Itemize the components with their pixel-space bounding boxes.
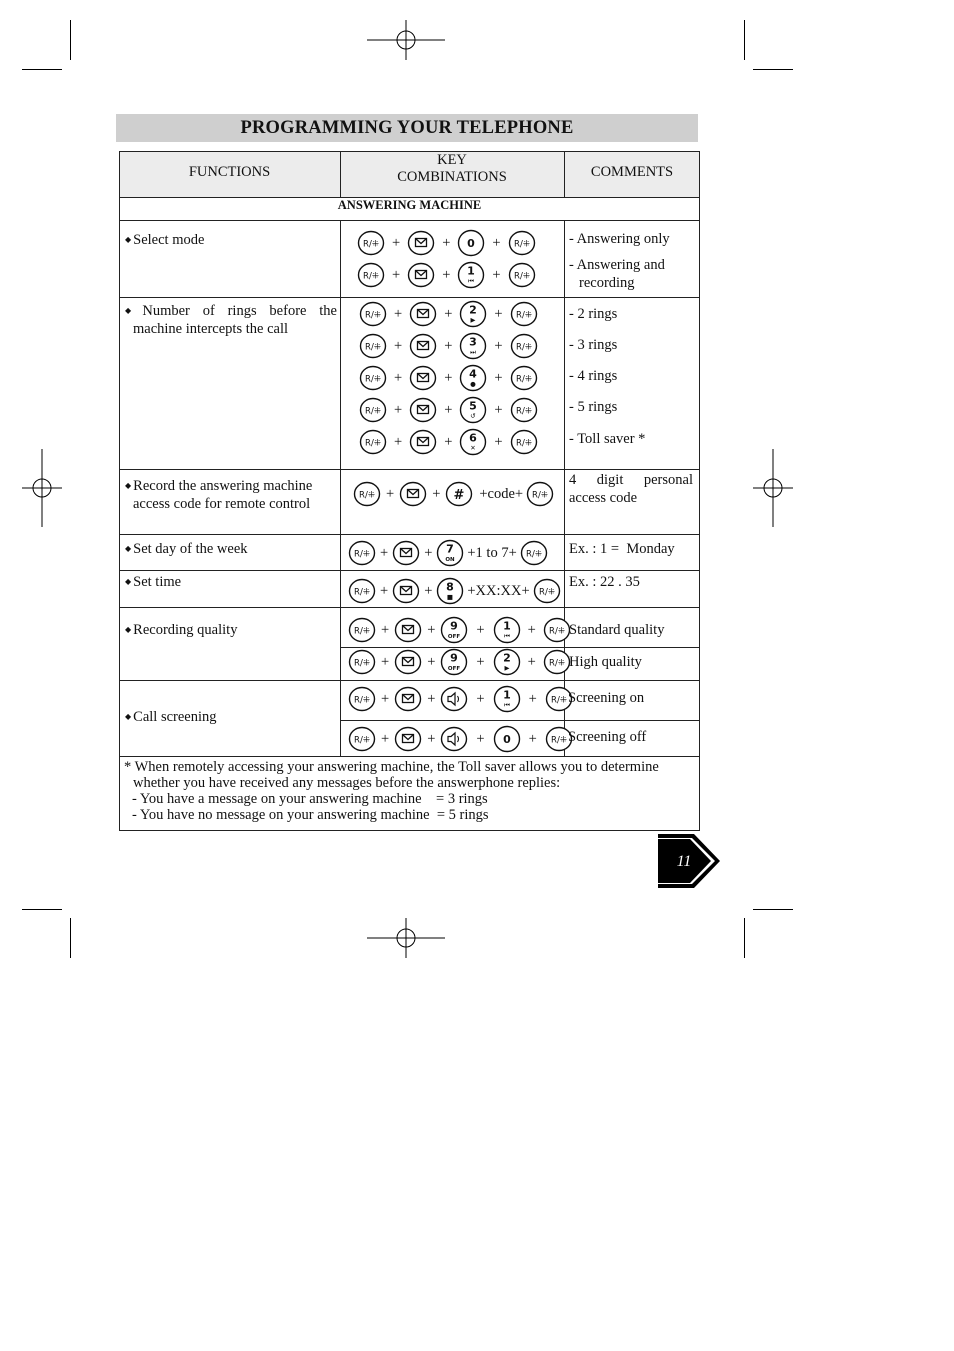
recall-key-icon [348,577,376,605]
svg-text:⏮: ⏮ [503,632,510,640]
recall-key-icon [543,648,571,676]
function-call-screening: ◆ Call screening [125,709,217,725]
digit-1-key-icon [457,261,485,289]
digit-3-key-icon [459,332,487,360]
recall-key-icon [510,396,538,424]
recall-key-icon [359,396,387,424]
svg-text:R/⁜: R/⁜ [515,342,532,353]
registration-mark-icon [753,449,793,527]
recall-key-icon [348,539,376,567]
crop-mark [70,918,71,958]
message-key-icon [409,396,437,424]
digit-5-key-icon [459,396,487,424]
svg-text:R/⁜: R/⁜ [365,310,381,321]
recall-key-icon [359,364,387,392]
digit-2-key-icon [493,648,521,676]
registration-mark-icon [367,20,445,60]
svg-text:R/⁜: R/⁜ [359,490,375,501]
digit-0-key-icon [457,229,485,257]
key-combo-4-rings: R/⁜ + + 4 ● + R/⁜ [359,364,538,392]
speaker-key-icon [440,725,468,753]
key-combo-set-day: R/⁜ + + 7 ON +1 to 7+ R/⁜ [348,539,548,567]
svg-text:1: 1 [467,264,476,278]
header-functions: FUNCTIONS [188,164,271,180]
recall-key-icon [533,577,561,605]
key-combo-toll-saver: R/⁜ + + 6 ✕ + R/⁜ [359,428,538,456]
crop-mark [744,20,745,60]
svg-text:1: 1 [502,619,511,633]
svg-text:R/⁜: R/⁜ [365,374,381,385]
svg-text:R/⁜: R/⁜ [515,374,532,385]
function-access-code: ◆ Record the answering machine access code for remote control [125,478,313,512]
svg-text:0: 0 [502,733,511,746]
svg-text:0: 0 [467,237,476,250]
digit-6-key-icon [459,428,487,456]
recall-key-icon [510,428,538,456]
svg-text:▶: ▶ [470,316,476,324]
svg-text:R/⁜: R/⁜ [513,239,530,250]
key-combo-3-rings: R/⁜ + + 3 ⏭ + R/⁜ [359,332,538,360]
page-number: 11 [676,853,692,870]
footnote-line: whether you have received any messages before the answerphone replies: [133,775,561,791]
svg-text:R/⁜: R/⁜ [538,587,555,598]
registration-mark-icon [22,449,62,527]
recall-key-icon [359,332,387,360]
comment-recording: recording [579,275,635,291]
svg-text:⏮: ⏮ [468,277,475,285]
digit-4-key-icon [459,364,487,392]
comment-answering-only: - Answering only [569,231,670,247]
function-set-day: ◆ Set day of the week [125,541,248,557]
svg-text:R/⁜: R/⁜ [550,735,567,746]
svg-text:⏭: ⏭ [470,348,477,356]
svg-text:✕: ✕ [470,444,477,452]
page-number-badge [658,834,720,888]
section-title: ANSWERING MACHINE [337,198,482,212]
comment-3-rings: - 3 rings [569,337,618,353]
svg-text:R/⁜: R/⁜ [363,271,379,282]
svg-text:■: ■ [447,593,454,601]
page-title: PROGRAMMING YOUR TELEPHONE [240,117,574,138]
comment-5-rings: - 5 rings [569,399,618,415]
svg-text:●: ● [470,380,477,388]
digit-0-key-icon [493,725,521,753]
comment-screening-off: Screening off [568,729,647,745]
function-select-mode: ◆ Select mode [125,232,205,248]
svg-text:↺: ↺ [470,412,477,420]
message-key-icon [394,685,422,713]
key-combo-standard-quality: R/⁜ + + 9 OFF + 1 ⏮ + R/⁜ [348,616,571,644]
key-combo-answering-only: R/⁜ + + 0 + R/⁜ [357,229,536,257]
svg-text:R/⁜: R/⁜ [354,587,370,598]
digit-7-key-icon [436,539,464,567]
header-key-line: KEY [437,152,467,168]
header-key-combinations [340,152,564,186]
recall-key-icon [520,539,548,567]
svg-text:R/⁜: R/⁜ [515,438,532,449]
svg-text:R/⁜: R/⁜ [354,658,370,669]
svg-text:R/⁜: R/⁜ [363,239,379,250]
registration-mark-icon [367,918,445,958]
svg-text:3: 3 [469,335,478,349]
key-combo-access-code: R/⁜ + + # +code+ R/⁜ [353,480,554,508]
digit-1-key-icon [493,685,521,713]
function-set-time: ◆ Set time [125,574,182,590]
svg-text:R/⁜: R/⁜ [515,310,532,321]
time-format-label: +XX:XX+ [467,582,530,599]
crop-mark [744,918,745,958]
svg-text:OFF: OFF [448,634,461,640]
svg-text:R/⁜: R/⁜ [365,438,381,449]
message-key-icon [392,539,420,567]
comment-set-time: Ex. : 22 . 35 [569,574,640,590]
recall-key-icon [510,364,538,392]
key-combo-set-time: R/⁜ + + 8 ■ +XX:XX+ R/⁜ [348,577,561,605]
svg-text:R/⁜: R/⁜ [532,490,549,501]
crop-mark [753,69,793,70]
recall-key-icon [510,332,538,360]
svg-text:9: 9 [450,619,459,633]
recall-key-icon [359,300,387,328]
message-key-icon [394,616,422,644]
hash-key-icon [445,480,473,508]
crop-mark [22,69,62,70]
comment-answering-and: - Answering and [569,257,665,273]
message-key-icon [409,364,437,392]
svg-text:ON: ON [445,557,456,563]
svg-text:▶: ▶ [504,664,510,672]
svg-text:R/⁜: R/⁜ [515,406,532,417]
page-title-bar [116,114,698,142]
svg-text:R/⁜: R/⁜ [550,695,567,706]
svg-text:R/⁜: R/⁜ [513,271,530,282]
recall-key-icon [357,229,385,257]
day-range-label: +1 to 7+ [467,544,517,561]
code-label: +code+ [479,485,524,502]
comment-standard-quality: Standard quality [569,622,665,638]
comment-toll-saver: - Toll saver * [569,431,646,447]
svg-text:R/⁜: R/⁜ [354,695,370,706]
crop-mark [22,909,62,910]
comment-4-rings: - 4 rings [569,368,618,384]
svg-text:9: 9 [450,651,459,665]
key-combo-5-rings: R/⁜ + + 5 ↺ + R/⁜ [359,396,538,424]
svg-text:⏮: ⏮ [503,701,510,709]
message-key-icon [409,428,437,456]
key-combo-answering-recording: R/⁜ + + 1 ⏮ + R/⁜ [357,261,536,289]
speaker-key-icon [440,685,468,713]
recall-key-icon [348,725,376,753]
key-combo-screening-off: R/⁜ + + + 0 + R/⁜ [348,725,573,753]
message-key-icon [394,648,422,676]
svg-text:R/⁜: R/⁜ [365,342,381,353]
message-key-icon [399,480,427,508]
svg-text:2: 2 [502,651,511,665]
svg-text:R/⁜: R/⁜ [548,658,565,669]
header-comments: COMMENTS [590,164,674,180]
comment-screening-on: Screening on [568,690,645,706]
footnote-line: - You have no message on your answering machine = 5 rings [132,807,489,823]
digit-2-key-icon [459,300,487,328]
key-combo-2-rings: R/⁜ + + 2 ▶ + R/⁜ [359,300,538,328]
recall-key-icon [357,261,385,289]
svg-text:R/⁜: R/⁜ [365,406,381,417]
digit-9-key-icon [440,648,468,676]
message-key-icon [407,229,435,257]
svg-text:R/⁜: R/⁜ [354,735,370,746]
digit-1-key-icon [493,616,521,644]
header-combinations-line: COMBINATIONS [397,169,507,185]
message-key-icon [409,300,437,328]
svg-text:4: 4 [469,367,478,381]
svg-text:R/⁜: R/⁜ [525,549,542,560]
svg-text:5: 5 [469,399,478,413]
message-key-icon [392,577,420,605]
key-combo-high-quality: R/⁜ + + 9 OFF + 2 ▶ + R/⁜ [348,648,571,676]
svg-text:6: 6 [469,431,478,445]
recall-key-icon [543,616,571,644]
footnote-line: - You have a message on your answering machine = 3 rings [132,791,488,807]
function-number-of-rings: ◆ Number of rings before the machine intercepts the call [125,303,337,337]
comment-access-code: 4 digit personal access code [569,472,693,506]
message-key-icon [407,261,435,289]
footnote [124,759,696,823]
svg-text:8: 8 [446,580,455,594]
recall-key-icon [510,300,538,328]
crop-mark [753,909,793,910]
message-key-icon [409,332,437,360]
svg-text:7: 7 [446,542,455,556]
svg-text:1: 1 [502,688,511,702]
svg-text:R/⁜: R/⁜ [354,626,370,637]
recall-key-icon [508,229,536,257]
digit-9-key-icon [440,616,468,644]
svg-text:R/⁜: R/⁜ [548,626,565,637]
digit-8-key-icon [436,577,464,605]
footnote-line: * When remotely accessing your answering machine, the Toll saver allows you to determine [124,759,659,775]
recall-key-icon [348,616,376,644]
svg-text:R/⁜: R/⁜ [354,549,370,560]
recall-key-icon [353,480,381,508]
svg-text:#: # [453,488,465,503]
message-key-icon [394,725,422,753]
svg-text:OFF: OFF [448,666,461,672]
comment-set-day: Ex. : 1 = Monday [569,541,675,557]
crop-mark [70,20,71,60]
programming-table [119,151,700,832]
recall-key-icon [508,261,536,289]
recall-key-icon [526,480,554,508]
svg-text:2: 2 [469,303,478,317]
function-recording-quality: ◆ Recording quality [125,622,238,638]
comment-high-quality: High quality [569,654,642,670]
recall-key-icon [348,685,376,713]
comment-2-rings: - 2 rings [569,306,618,322]
recall-key-icon [359,428,387,456]
recall-key-icon [348,648,376,676]
key-combo-screening-on: R/⁜ + + + 1 ⏮ + R/⁜ [348,685,573,713]
